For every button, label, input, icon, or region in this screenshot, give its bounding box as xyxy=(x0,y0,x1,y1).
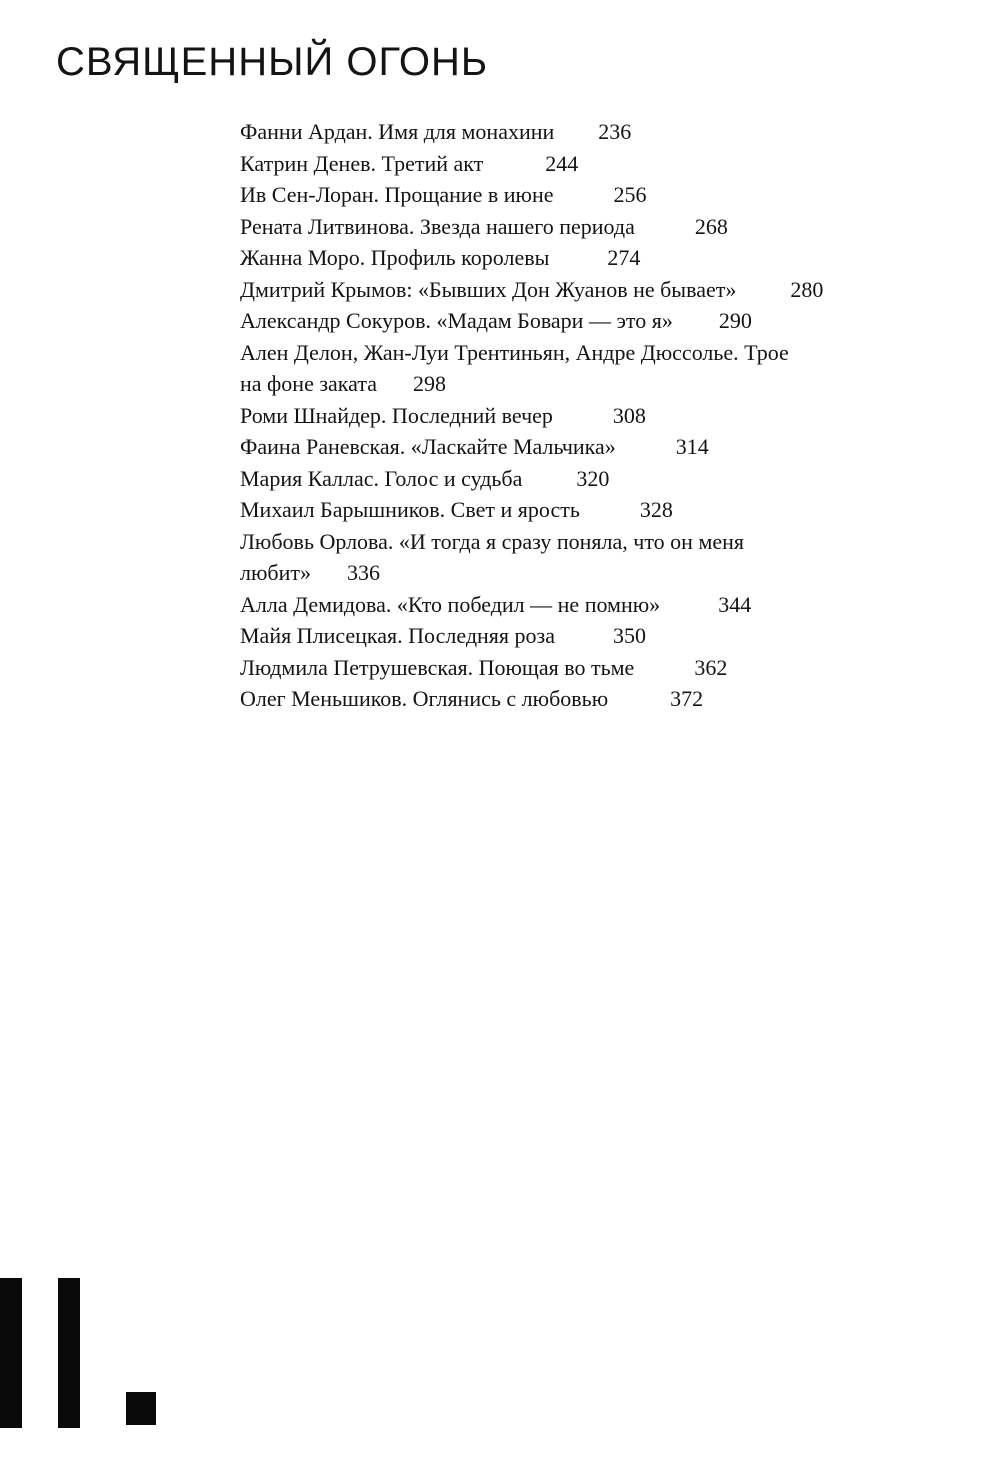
toc-entry-title: Людмила Петрушевская. Поющая во тьме xyxy=(240,654,635,680)
table-of-contents xyxy=(240,116,920,715)
toc-entry xyxy=(240,242,920,274)
toc-entry-title: Катрин Денев. Третий акт xyxy=(240,150,484,176)
toc-entry-title: Фанни Ардан. Имя для монахини xyxy=(240,119,555,144)
numeral-bar xyxy=(0,1278,22,1428)
toc-entry-continuation xyxy=(240,557,920,589)
toc-entry xyxy=(240,620,920,652)
toc-entry-title: Фаина Раневская. «Ласкайте Мальчика» xyxy=(240,434,616,459)
toc-entry-title: на фоне заката xyxy=(240,371,377,396)
toc-entry-title: Ив Сен-Лоран. Прощание в июне xyxy=(240,182,554,207)
toc-entry xyxy=(240,463,920,495)
toc-entry xyxy=(240,589,920,621)
toc-entry xyxy=(240,274,920,306)
toc-entry xyxy=(240,211,920,243)
toc-entry xyxy=(240,337,920,369)
toc-entry-page: 274 xyxy=(607,245,641,270)
toc-entry-title: Роми Шнайдер. Последний вечер xyxy=(240,402,553,428)
numeral-bar xyxy=(58,1278,80,1428)
toc-entry xyxy=(240,683,920,715)
toc-entry-title: Любовь Орлова. «И тогда я сразу поняла, что он меня xyxy=(240,528,745,554)
toc-entry-page: 344 xyxy=(718,591,752,617)
toc-entry-title: Майя Плисецкая. Последняя роза xyxy=(240,623,555,648)
toc-entry xyxy=(240,526,920,558)
toc-entry-title: Мария Каллас. Голос и судьба xyxy=(240,465,523,491)
toc-entry xyxy=(240,400,920,432)
toc-entry-title: любит» xyxy=(240,560,311,585)
toc-entry-page: 244 xyxy=(545,150,579,176)
toc-entry-page: 336 xyxy=(347,560,380,585)
toc-entry-title: Александр Сокуров. «Мадам Бовари — это я» xyxy=(240,308,673,333)
toc-entry xyxy=(240,431,920,463)
toc-entry xyxy=(240,179,920,211)
toc-entry xyxy=(240,305,920,337)
toc-entry-page: 268 xyxy=(694,213,728,239)
toc-entry-page: 236 xyxy=(598,119,632,144)
toc-entry-page: 290 xyxy=(718,308,752,333)
toc-entry xyxy=(240,652,920,684)
toc-entry-page: 362 xyxy=(694,654,728,680)
toc-entry xyxy=(240,148,920,180)
toc-entry xyxy=(240,494,920,526)
toc-entry-title: Дмитрий Крымов: «Бывших Дон Жуанов не бывает» xyxy=(240,276,737,302)
toc-entry-continuation xyxy=(240,368,920,400)
toc-entry-title: Ален Делон, Жан-Луи Трентиньян, Андре Дюссолье. Трое xyxy=(240,339,789,365)
toc-entry-page: 308 xyxy=(612,402,646,428)
toc-entry-title: Олег Меньшиков. Оглянись с любовью xyxy=(240,686,609,711)
toc-entry xyxy=(240,116,920,148)
toc-entry-page: 280 xyxy=(790,276,824,302)
section-numeral-graphic xyxy=(0,1278,160,1428)
section-title: СВЯЩЕННЫЙ ОГОНЬ xyxy=(56,40,489,84)
toc-entry-page: 256 xyxy=(613,182,647,207)
toc-entry-page: 320 xyxy=(576,465,610,491)
numeral-period xyxy=(126,1392,156,1425)
toc-entry-page: 350 xyxy=(612,623,646,648)
toc-entry-page: 298 xyxy=(412,371,446,396)
toc-entry-title: Михаил Барышников. Свет и ярость xyxy=(240,497,580,522)
toc-entry-page: 372 xyxy=(670,686,704,711)
toc-entry-page: 314 xyxy=(675,434,709,459)
toc-entry-title: Рената Литвинова. Звезда нашего периода xyxy=(240,213,635,239)
toc-entry-title: Жанна Моро. Профиль королевы xyxy=(240,245,550,270)
toc-entry-title: Алла Демидова. «Кто победил — не помню» xyxy=(240,591,661,617)
toc-entry-page: 328 xyxy=(639,497,673,522)
